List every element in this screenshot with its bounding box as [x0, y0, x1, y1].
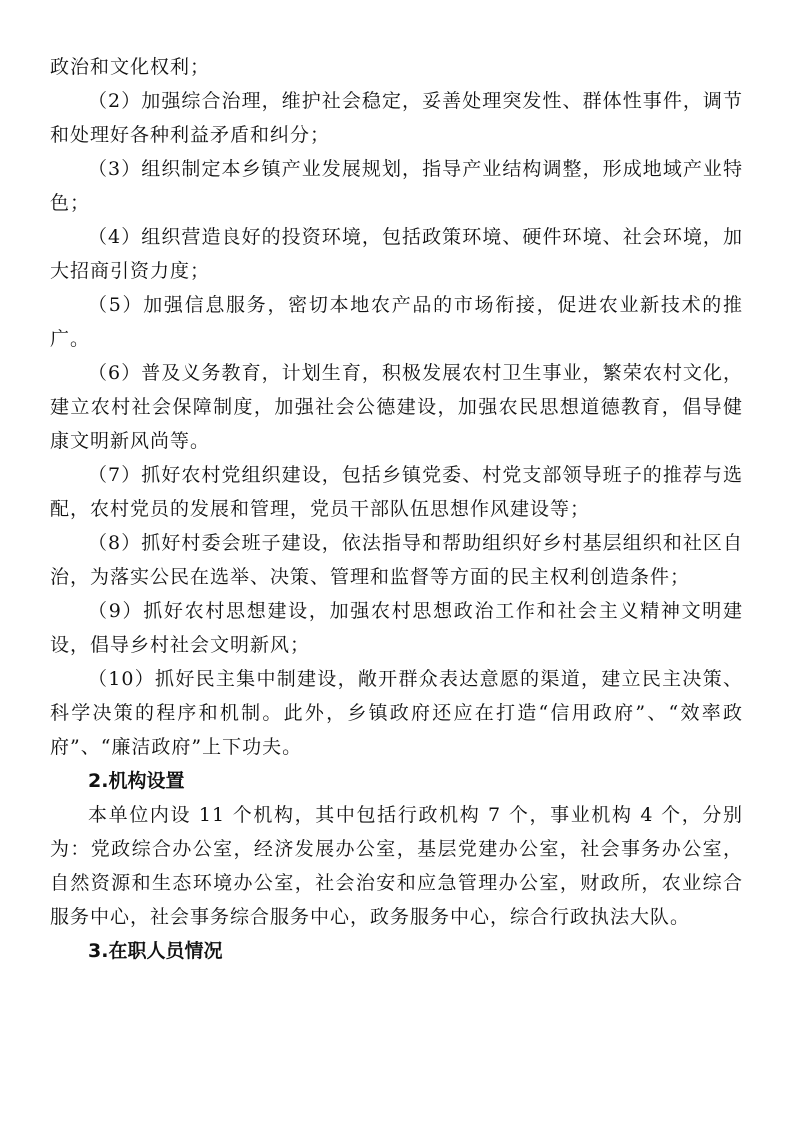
- section-heading-organization: 2.机构设置: [88, 770, 185, 792]
- duty-item-2: （2）加强综合治理，维护社会稳定，妥善处理突发性、群体性事件，调节和处理好各种利益矛盾和纠分；: [50, 90, 743, 146]
- document-body: [50, 50, 743, 968]
- duty-item-6: （6）普及义务教育，计划生育，积极发展农村卫生事业，繁荣农村文化，建立农村社会保障制度，加强社会公德建设，加强农民思想道德教育，倡导健康文明新风尚等。: [50, 362, 743, 452]
- duty-item-8: （8）抓好村委会班子建设，依法指导和帮助组织好乡村基层组织和社区自治，为落实公民在选举、决策、管理和监督等方面的民主权利创造条件；: [50, 532, 743, 588]
- paragraph-continuation: 政治和文化权利；: [50, 56, 211, 78]
- duty-item-5: （5）加强信息服务，密切本地农产品的市场衔接，促进农业新技术的推广。: [50, 294, 743, 350]
- organization-paragraph: 本单位内设 11 个机构，其中包括行政机构 7 个，事业机构 4 个，分别为：党政综合办公室，经济发展办公室，基层党建办公室，社会事务办公室，自然资源和生态环境办公室，社会治安和应急管理办公室，财政所，农业综合服务中心，社会事务综合服务中心，政务服务中心，综合行政执法大队。: [50, 804, 743, 928]
- duty-item-7: （7）抓好农村党组织建设，包括乡镇党委、村党支部领导班子的推荐与选配，农村党员的发展和管理，党员干部队伍思想作风建设等；: [50, 464, 743, 520]
- duty-item-10: （10）抓好民主集中制建设，敞开群众表达意愿的渠道，建立民主决策、科学决策的程序和机制。此外，乡镇政府还应在打造“信用政府”、“效率政府”、“廉洁政府”上下功夫。: [50, 668, 743, 758]
- duty-item-4: （4）组织营造良好的投资环境，包括政策环境、硬件环境、社会环境，加大招商引资力度；: [50, 226, 743, 282]
- duty-item-3: （3）组织制定本乡镇产业发展规划，指导产业结构调整，形成地域产业特色；: [50, 158, 743, 214]
- duty-item-9: （9）抓好农村思想建设，加强农村思想政治工作和社会主义精神文明建设，倡导乡村社会文明新风；: [50, 600, 743, 656]
- section-heading-staff: 3.在职人员情况: [88, 940, 223, 962]
